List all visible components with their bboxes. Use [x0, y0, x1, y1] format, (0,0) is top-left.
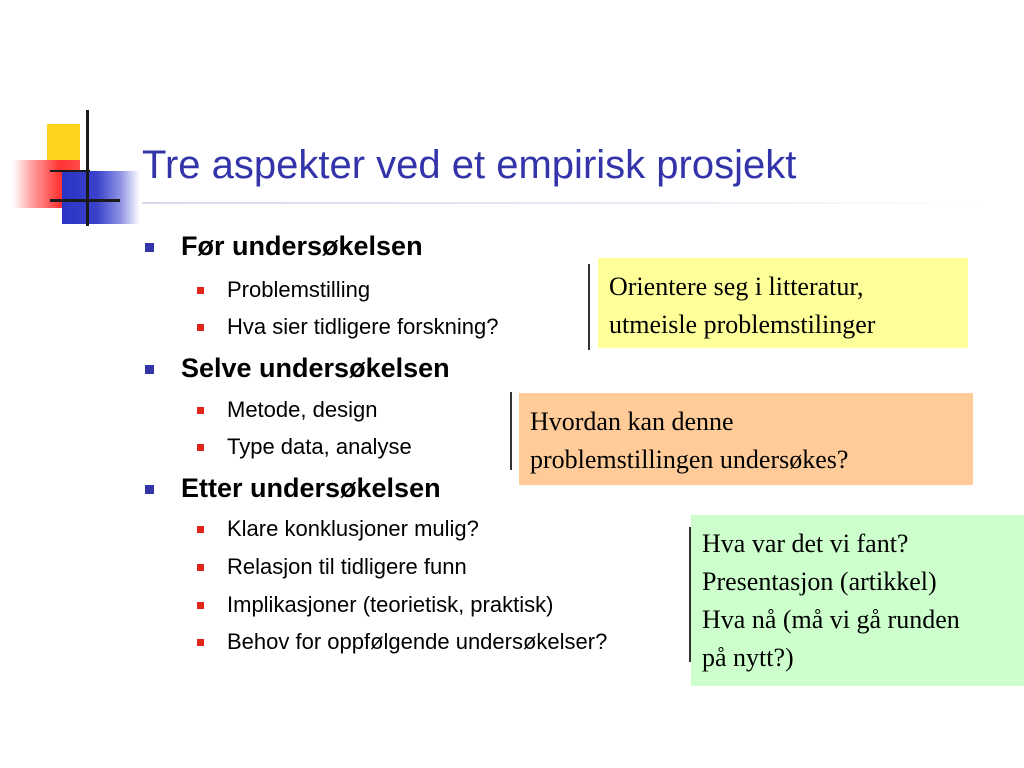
callout-line: utmeisle problemstilinger [609, 310, 876, 339]
title-underline [142, 202, 982, 204]
callout-line: Hvordan kan denne [530, 407, 734, 436]
list-item-label: Behov for oppfølgende undersøkelser? [227, 629, 608, 654]
callout-note-method [519, 393, 973, 485]
square-bullet-icon [145, 243, 154, 252]
square-bullet-icon [145, 365, 154, 374]
list-item [227, 629, 607, 655]
square-bullet-icon [197, 324, 204, 331]
section-heading-after [181, 473, 441, 504]
callout-line: Orientere seg i litteratur, [609, 272, 864, 301]
list-item [227, 397, 377, 423]
square-bullet-icon [197, 526, 204, 533]
bracket-line-section1 [588, 264, 590, 350]
list-item [227, 516, 479, 542]
slide-logo-decoration [0, 0, 140, 240]
list-item-label: Problemstilling [227, 277, 371, 302]
list-item [227, 314, 498, 340]
list-item [227, 554, 467, 580]
square-bullet-icon [145, 485, 154, 494]
callout-note-results [691, 515, 1024, 686]
list-item [227, 592, 553, 618]
square-bullet-icon [197, 564, 204, 571]
section-heading-label: Før undersøkelsen [181, 231, 423, 261]
section-heading-label: Etter undersøkelsen [181, 473, 441, 503]
bracket-line-section2 [510, 392, 512, 470]
list-item-label: Metode, design [227, 397, 378, 422]
square-bullet-icon [197, 287, 204, 294]
square-bullet-icon [197, 602, 204, 609]
square-bullet-icon [197, 407, 204, 414]
list-item [227, 277, 370, 303]
list-item-label: Hva sier tidligere forskning? [227, 314, 499, 339]
callout-line: problemstillingen undersøkes? [530, 445, 849, 474]
logo-blue-square [62, 171, 140, 224]
list-item-label: Relasjon til tidligere funn [227, 554, 467, 579]
slide-title: Tre aspekter ved et empirisk prosjekt [142, 143, 797, 187]
section-heading-before [181, 231, 423, 262]
callout-note-literature [598, 258, 968, 348]
square-bullet-icon [197, 639, 204, 646]
section-heading-label: Selve undersøkelsen [181, 353, 450, 383]
logo-horizontal-line [50, 199, 120, 202]
list-item [227, 434, 412, 460]
logo-vertical-line [86, 110, 89, 226]
square-bullet-icon [197, 444, 204, 451]
list-item-label: Type data, analyse [227, 434, 412, 459]
callout-line: Hva nå (må vi gå runden [702, 605, 960, 634]
callout-line: Presentasjon (artikkel) [702, 567, 937, 596]
list-item-label: Klare konklusjoner mulig? [227, 516, 479, 541]
callout-line: Hva var det vi fant? [702, 529, 909, 558]
logo-horizontal-line-short [50, 170, 90, 172]
section-heading-during [181, 353, 450, 384]
callout-line: på nytt?) [702, 643, 794, 672]
list-item-label: Implikasjoner (teorietisk, praktisk) [227, 592, 554, 617]
